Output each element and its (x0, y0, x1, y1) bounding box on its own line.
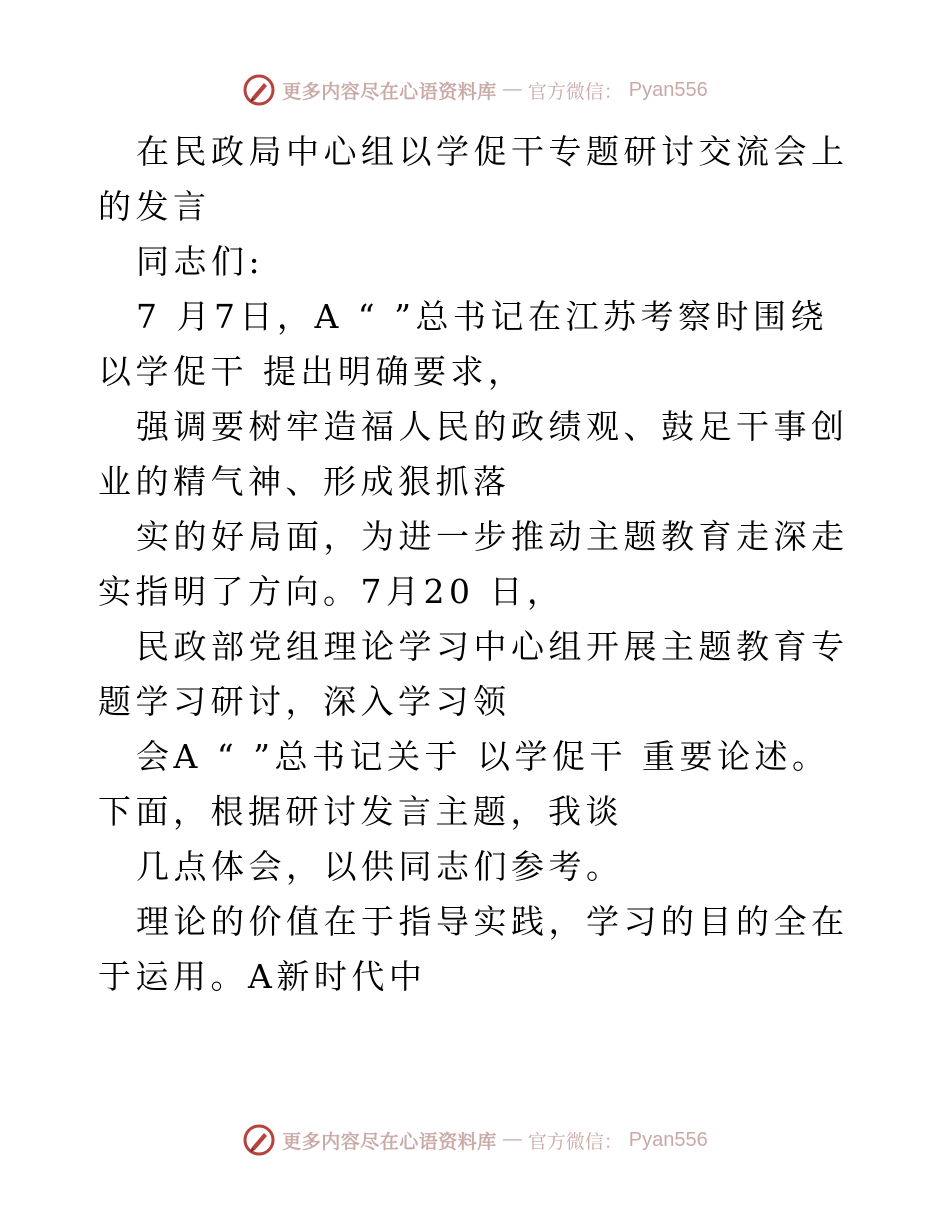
banner-text: 更多内容尽在心语资料库 (282, 1130, 497, 1153)
paragraph: 几点体会，以供同志们参考。 (136, 847, 624, 886)
banner-wechat-label: 官方微信： (527, 80, 623, 103)
footer-watermark-banner (0, 1120, 950, 1160)
salutation: 同志们: (136, 242, 265, 281)
paragraph: 强调要树牢造福人民的政绩观、鼓足干事创业的精气神、形成狠抓落 (98, 407, 849, 501)
pen-circle-icon (242, 1123, 276, 1157)
paragraph: 民政部党组理论学习中心组开展主题教育专题学习研讨，深入学习领 (98, 627, 849, 721)
banner-dash: — (502, 1129, 522, 1150)
header-watermark-banner (0, 70, 950, 110)
banner-wechat-label: 官方微信： (527, 1130, 623, 1153)
banner-wechat-id: Pyan556 (628, 1128, 708, 1151)
document-title: 在民政局中心组以学促干专题研讨交流会上的发言 (98, 132, 849, 226)
paragraph: 7 月7日，A “ ”总书记在江苏考察时围绕 以学促干 提出明确要求， (98, 297, 844, 391)
paragraph: 理论的价值在于指导实践，学习的目的全在于运用。A新时代中 (98, 902, 849, 996)
document-body (98, 124, 858, 1004)
pen-circle-icon (242, 73, 276, 107)
paragraph: 会A “ ”总书记关于 以学促干 重要论述。下面，根据研讨发言主题，我谈 (98, 737, 830, 831)
paragraph: 实的好局面，为进一步推动主题教育走深走实指明了方向。7月20 日， (98, 517, 849, 611)
banner-wechat-id: Pyan556 (628, 78, 708, 101)
banner-dash: — (502, 79, 522, 100)
banner-text: 更多内容尽在心语资料库 (282, 80, 497, 103)
